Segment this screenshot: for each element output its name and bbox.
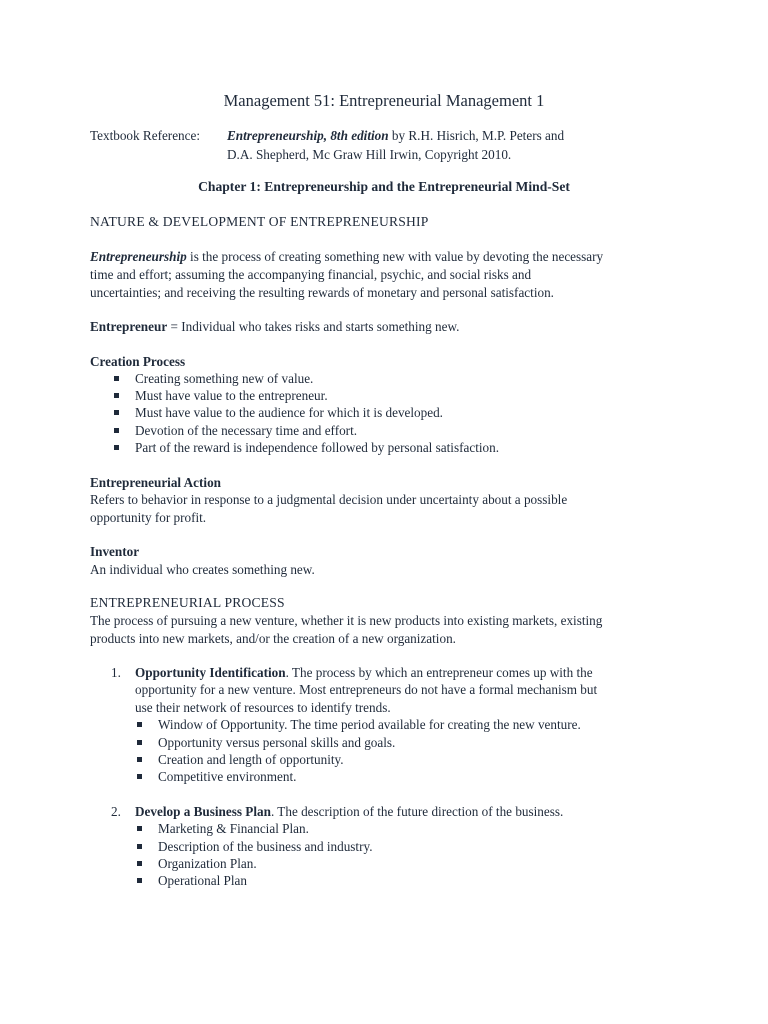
- bullet-icon: [114, 422, 119, 440]
- reference-line-2: D.A. Shepherd, Mc Graw Hill Irwin, Copyright 2010.: [227, 147, 512, 162]
- chapter-title: Chapter 1: Entrepreneurship and the Entrepreneurial Mind-Set: [198, 179, 570, 194]
- section-heading-process: ENTREPRENEURIAL PROCESS: [90, 595, 285, 610]
- bullet-icon: [137, 768, 142, 786]
- list-item: Part of the reward is independence followed by personal satisfaction.: [135, 440, 500, 455]
- list-item: Competitive environment.: [158, 769, 297, 784]
- list-item: Devotion of the necessary time and effort.: [135, 423, 358, 438]
- process-intro-line-2: products into new markets, and/or the creation of a new organization.: [90, 631, 456, 646]
- step-line-1: [135, 664, 593, 682]
- step-term: Opportunity Identification: [135, 665, 286, 680]
- definition-term: Entrepreneurship: [90, 249, 187, 264]
- bullet-icon: [137, 734, 142, 752]
- reference-line-1: [227, 127, 564, 145]
- list-item: Window of Opportunity. The time period available for creating the new venture.: [158, 717, 581, 732]
- list-item: Creating something new of value.: [135, 371, 314, 386]
- definition-text: is the process of creating something new with value by devoting the necessary: [186, 249, 604, 264]
- definition-line-1: [90, 248, 603, 266]
- entrepreneurial-action-heading: Entrepreneurial Action: [90, 475, 222, 490]
- step-text: . The process by which an entrepreneur comes up with the: [285, 665, 593, 680]
- list-item: Operational Plan: [158, 873, 247, 888]
- step-number: 2.: [111, 804, 121, 819]
- inventor-definition: An individual who creates something new.: [90, 562, 315, 577]
- step-line-3: use their network of resources to identify trends.: [135, 700, 391, 715]
- list-item: Creation and length of opportunity.: [158, 752, 344, 767]
- step-line-2: opportunity for a new venture. Most entrepreneurs do not have a formal mechanism but: [135, 682, 598, 697]
- definition-line-3: uncertainties; and receiving the resulting rewards of monetary and personal satisfaction.: [90, 285, 554, 300]
- step-number: 1.: [111, 665, 121, 680]
- reference-authors: by R.H. Hisrich, M.P. Peters and: [388, 128, 565, 143]
- list-item: Marketing & Financial Plan.: [158, 821, 309, 836]
- bullet-icon: [137, 751, 142, 769]
- bullet-icon: [137, 820, 142, 838]
- step-term: Develop a Business Plan: [135, 804, 271, 819]
- list-item: Must have value to the audience for which it is developed.: [135, 405, 443, 420]
- inventor-heading: Inventor: [90, 544, 140, 559]
- bullet-icon: [137, 838, 142, 856]
- section-heading-nature: NATURE & DEVELOPMENT OF ENTREPRENEURSHIP: [90, 214, 429, 229]
- bullet-icon: [114, 439, 119, 457]
- step-line-1: [135, 803, 563, 821]
- definition-line-2: time and effort; assuming the accompanying financial, psychic, and social risks and: [90, 267, 532, 282]
- step-text: . The description of the future direction of the business.: [270, 804, 564, 819]
- bullet-icon: [114, 370, 119, 388]
- bullet-icon: [114, 404, 119, 422]
- list-item: Organization Plan.: [158, 856, 257, 871]
- process-intro-line-1: The process of pursuing a new venture, whether it is new products into existing markets, existing: [90, 613, 603, 628]
- entrepreneur-term: Entrepreneur: [90, 319, 168, 334]
- bullet-icon: [114, 387, 119, 405]
- list-item: Must have value to the entrepreneur.: [135, 388, 328, 403]
- page-title: Management 51: Entrepreneurial Management 1: [223, 91, 545, 110]
- bullet-icon: [137, 872, 142, 890]
- entrepreneur-text: = Individual who takes risks and starts something new.: [167, 319, 460, 334]
- creation-process-heading: Creation Process: [90, 354, 186, 369]
- list-item: Opportunity versus personal skills and goals.: [158, 735, 396, 750]
- reference-label: Textbook Reference:: [90, 128, 201, 143]
- bullet-icon: [137, 716, 142, 734]
- reference-book-title: Entrepreneurship, 8th edition: [227, 128, 389, 143]
- bullet-icon: [137, 855, 142, 873]
- list-item: Description of the business and industry.: [158, 839, 373, 854]
- action-line-1: Refers to behavior in response to a judgmental decision under uncertainty about a possible: [90, 492, 568, 507]
- entrepreneur-definition: [90, 318, 459, 336]
- action-line-2: opportunity for profit.: [90, 510, 207, 525]
